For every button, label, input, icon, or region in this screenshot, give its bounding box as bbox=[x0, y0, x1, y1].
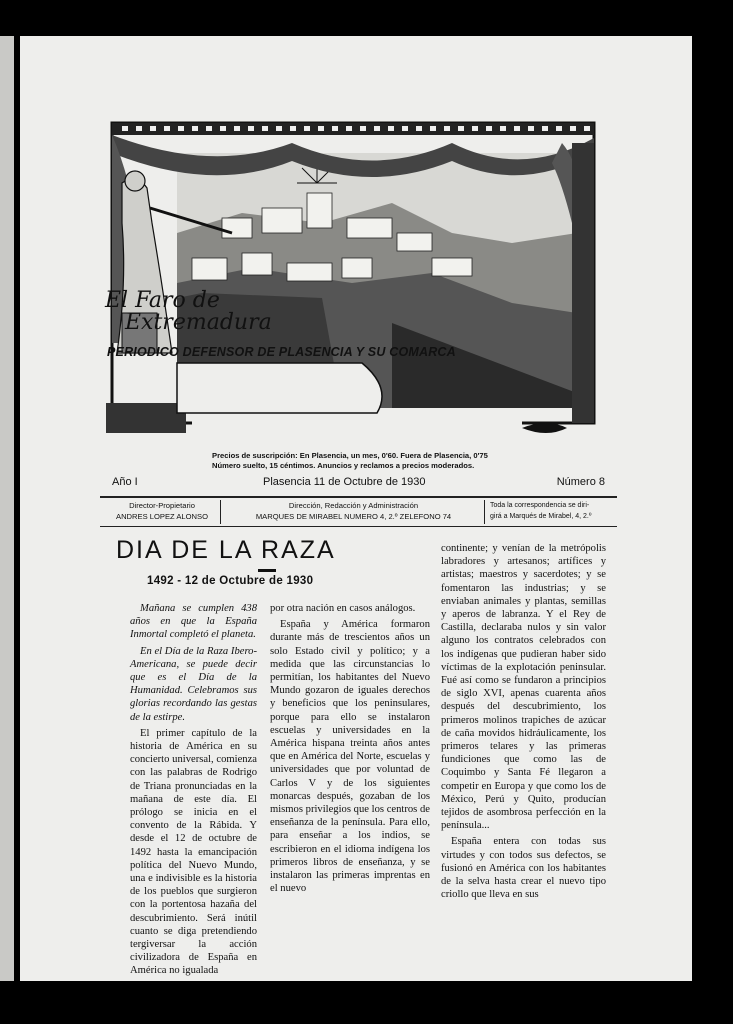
address-info bbox=[226, 500, 481, 522]
article-column-3 bbox=[441, 542, 606, 904]
col2-paragraph-2: España y América formaron durante más de trescientos años un solo Estado civil y político; y a medida que las circunstancias lo permitían, los habitantes del Nuevo Mundo gozaron de iguales derechos y beneficios que los peninsulares, porque para ello se instalaron escuelas y universidades en la América hispana treinta años antes que en América del Norte, escuelas y universidades que por voluntad de Carlos V y de los siguientes monarcas después, gozaban de los mismos privilegios que los centros de enseñanza de la península. Para ello, para enseñar a los indios, se escribieron en el idioma indígena los primeros libros de enseñanza, y se instalaron las primeras imprentas en el nuevo bbox=[270, 619, 430, 895]
subscription-prices bbox=[212, 451, 488, 471]
correspondence-info bbox=[490, 500, 616, 522]
issue-year: Año I bbox=[112, 476, 138, 488]
prices-line1: Precios de suscripción: En Plasencia, un mes, 0'60. Fuera de Plasencia, 0'75 bbox=[212, 451, 488, 460]
masthead-subtitle: PERIODICO DEFENSOR DE PLASENCIA Y SU COMARCA bbox=[107, 345, 456, 359]
headline-ornament bbox=[258, 569, 276, 572]
article-column-1 bbox=[130, 602, 257, 981]
col3-paragraph-1: continente; y venían de la metrópolis labradores y artesanos; artífices y artistas; maestros y sacerdotes; y se fomentaron las industrias; y se enviaban animales y plantas, semillas y aperos de labranza. Y el Rey de Castilla, declaraba nulos y sin valor alguno los contratos celebrados con los indígenas que pudieran haber sido víctimas de la explotación peninsular. Fué así como se fundaron a principios de siglo XVI, apenas cuarenta años después del descubrimiento, los primeros molinos trapiches de azúcar de caña movidos hidráulicamente, los primeros telares y las primeras fundiciones que como las de Coquimbo y Santa Fé llegaron a competir en Europa y que como los de México, Perú y Quito, producían tejidos de asombrosa perfección en la península... bbox=[441, 543, 606, 832]
header-rule-top bbox=[100, 496, 617, 498]
correspondence-line1: Toda la correspondencia se diri- bbox=[490, 502, 590, 509]
col1-paragraph-2: En el Día de la Raza Ibero-Americana, se puede decir que es el Día de la Humanidad. Celebramos sus glorias recordando las gestas de la estirpe. bbox=[130, 645, 257, 723]
article-headline: DIA DE LA RAZA bbox=[116, 536, 336, 564]
col2-paragraph-1: por otra nación en casos análogos. bbox=[270, 603, 416, 614]
issue-number: Número 8 bbox=[556, 476, 605, 488]
masthead-illustration bbox=[92, 83, 600, 433]
info-divider-1 bbox=[220, 500, 221, 524]
prices-line2: Número suelto, 15 céntimos. Anuncios y reclamos a precios moderados. bbox=[212, 461, 475, 470]
col1-paragraph-3: El primer capítulo de la historia de América en su concierto universal, comienza con las palabras de Rodrigo de Triana pronunciadas en la mañana de este día. El prólogo se inicia en el convento de la Rábida. Y desde el 12 de octubre de 1492 hasta la emancipación política del Nuevo Mundo, una e indivisible es la historia de los pueblos que surgieron con la portentosa hazaña del descubrimiento. Será inútil cuanto se diga pretendiendo tergiversar la acción civilizadora de España en América no igualada bbox=[130, 727, 257, 977]
director-info bbox=[108, 500, 216, 522]
article-column-2 bbox=[270, 602, 430, 898]
address-label: Dirección, Redacción y Administración bbox=[288, 501, 419, 510]
issue-date: Plasencia 11 de Octubre de 1930 bbox=[263, 476, 426, 488]
header-rule-bottom bbox=[100, 526, 617, 527]
info-divider-2 bbox=[484, 500, 485, 524]
adjacent-page-edge bbox=[0, 36, 14, 981]
director-name: ANDRES LOPEZ ALONSO bbox=[116, 512, 208, 521]
col1-paragraph-1: Mañana se cumplen 438 años en que la España Inmortal completó el planeta. bbox=[130, 603, 257, 641]
masthead-title-line2: Extremadura bbox=[125, 310, 272, 335]
address-value: MARQUES DE MIRABEL NUMERO 4, 2.º ZELEFONO 74 bbox=[255, 512, 452, 521]
col3-paragraph-2: España entera con todas sus virtudes y con todos sus defectos, se fusionó en América con los habitantes de la selva hasta crear el nuevo tipo criollo que lleva en sus bbox=[441, 836, 606, 901]
article-dateline: 1492 - 12 de Octubre de 1930 bbox=[147, 575, 314, 587]
masthead-title-line1: El Faro de bbox=[105, 288, 220, 313]
correspondence-line2: girá a Marqués de Mirabel, 4, 2.º bbox=[490, 513, 592, 520]
director-label: Director-Propietario bbox=[129, 501, 195, 510]
